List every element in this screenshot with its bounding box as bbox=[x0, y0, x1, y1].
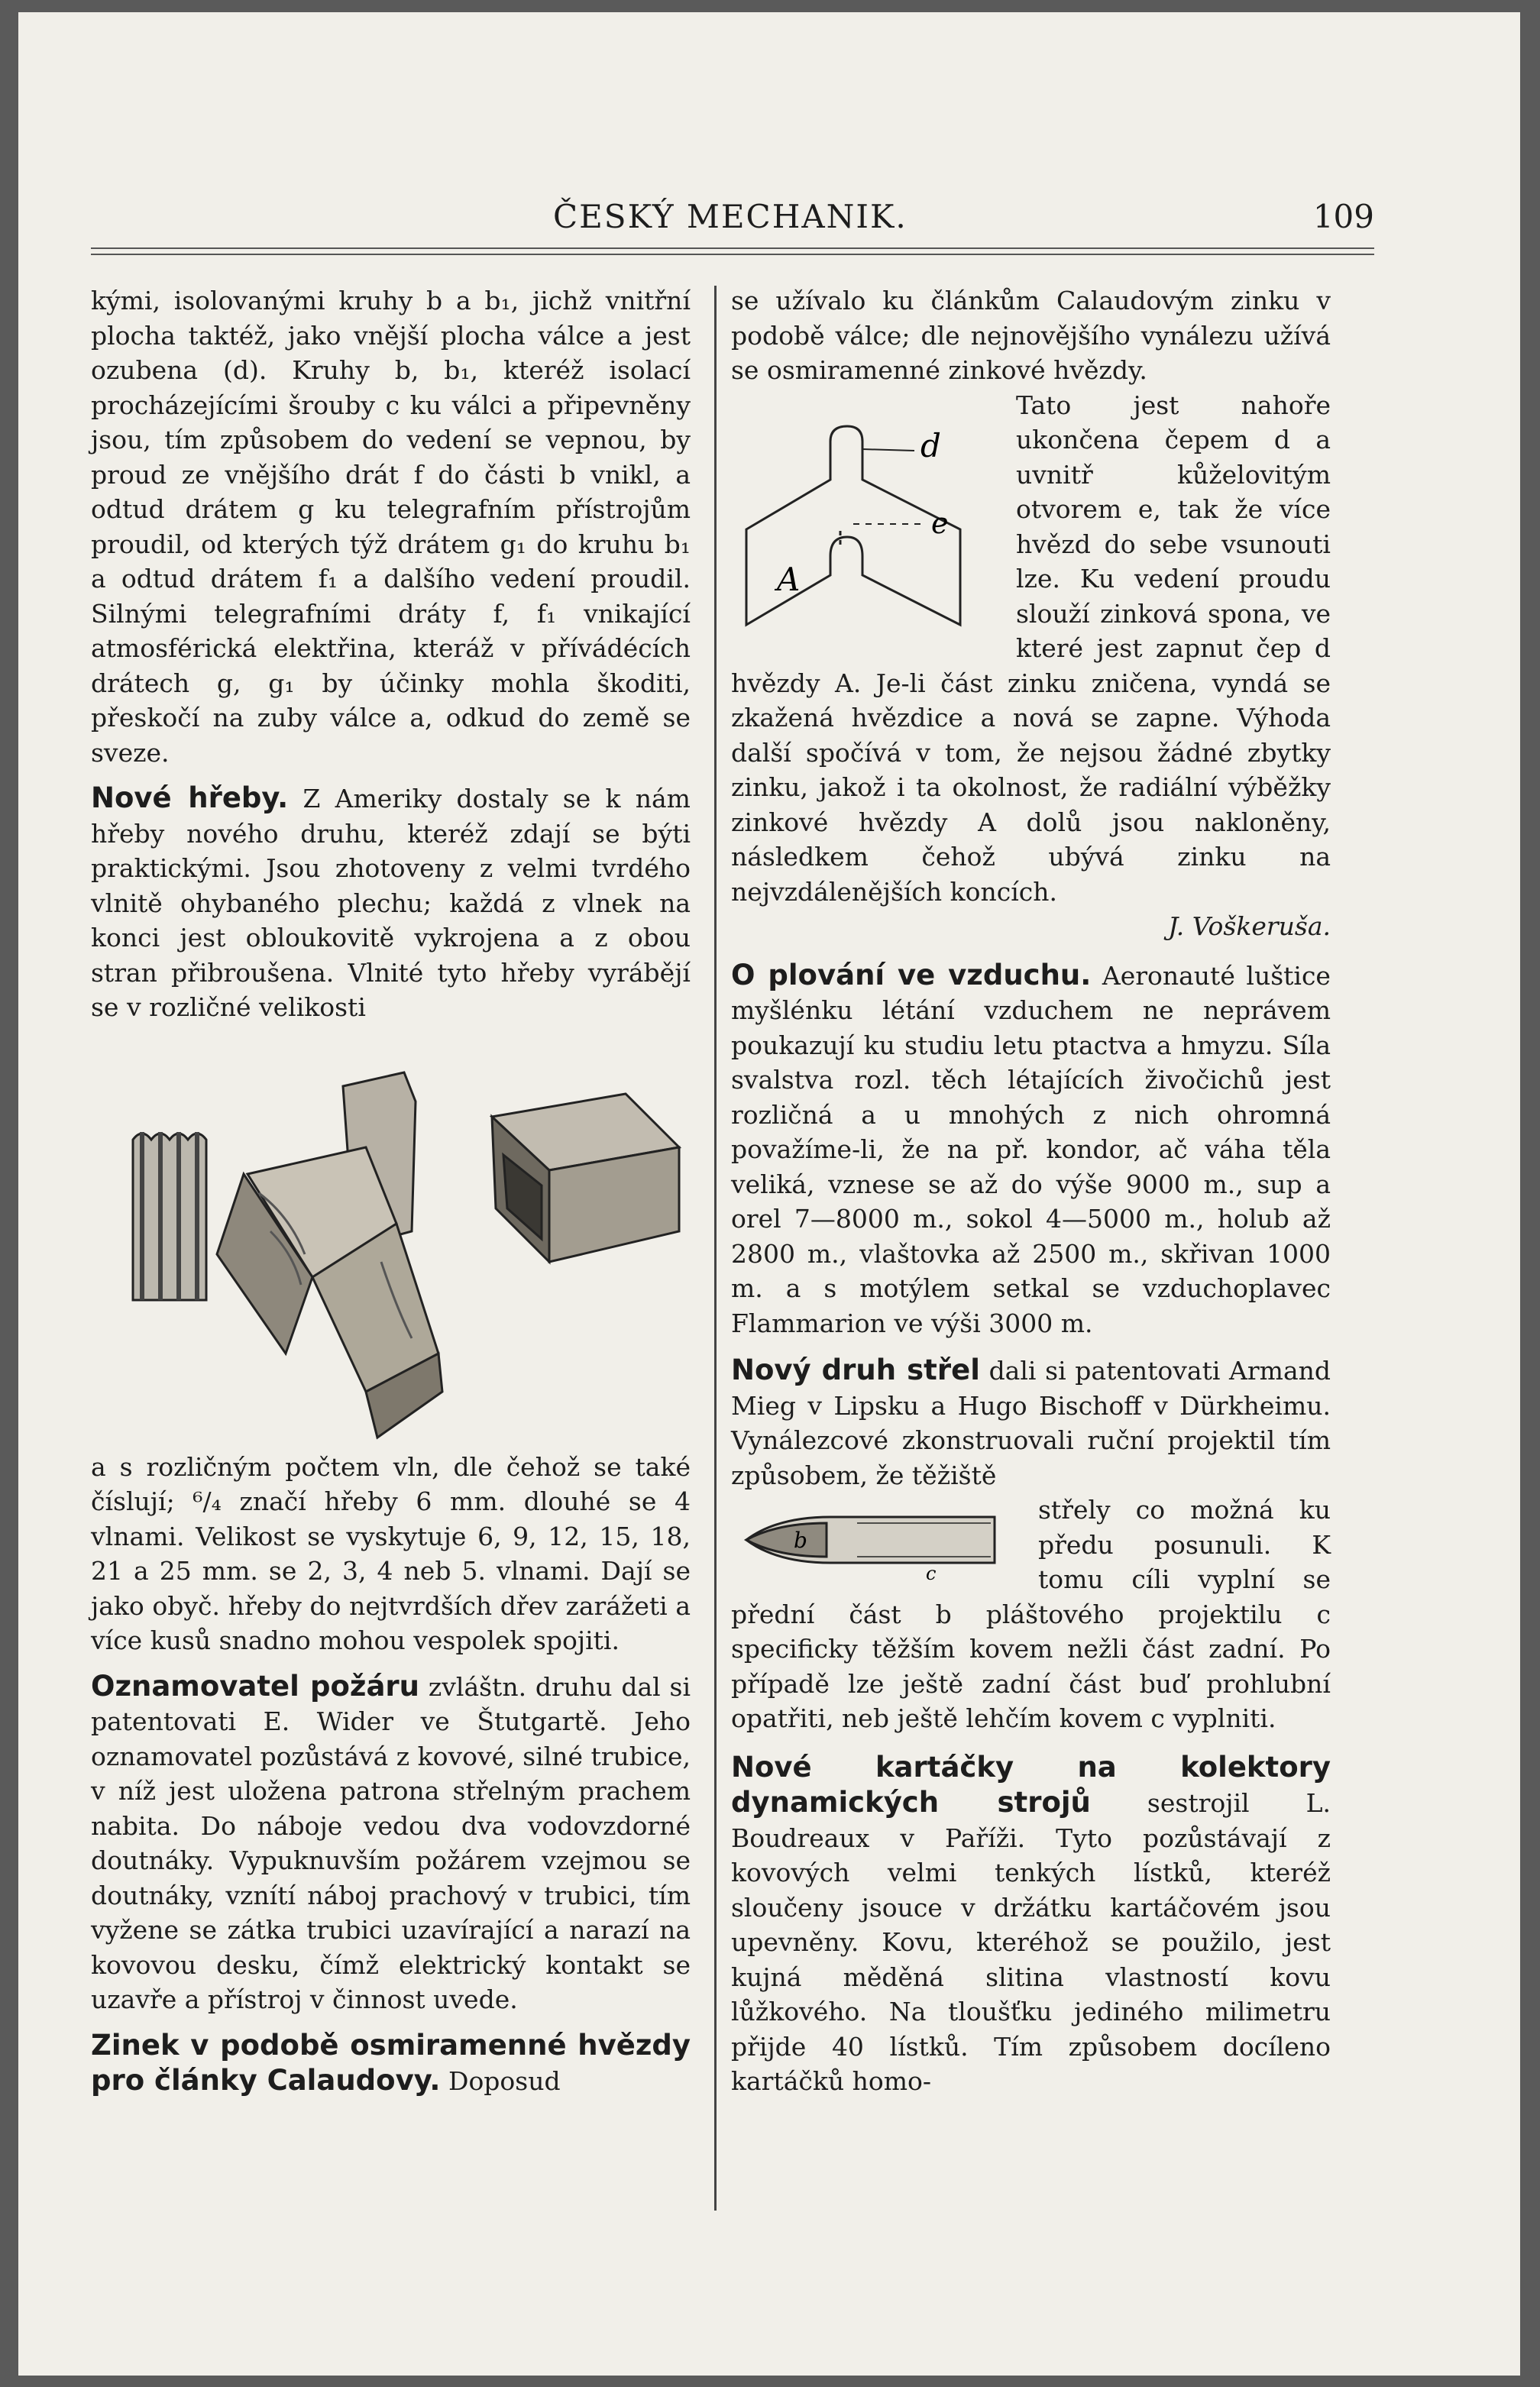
nails-continued-text: a s rozličným počtem vln, dle čehož se také číslují; ⁶/₄ značí hřeby 6 mm. dlouhé se 4 vlnami. Velikost se vyskytuje 6, 9, 12, 15, 18, 21 a 25 mm. se 2, 3, 4 neb 5. vlnami. Dají se jako obyč. hřeby do nejtvrdších dřev zarážeti a více kusů snadno mohou vespolek spojiti. bbox=[91, 1451, 691, 1655]
zinc-author-signature: J. Voškeruša. bbox=[1168, 911, 1331, 941]
intro-paragraph: kými, isolovanými kruhy b a b₁, jichž vnitřní plocha taktéž, jako vnější plocha válce a jest ozubena (d). Kruhy b, b₁, kteréž isolací procházejícími šrouby c ku válci a připevněny jsou, tím způsobem do vedení se vepnou, by proud ze vnějšího drát f do části b vnikl, a odtud drátem g ku telegrafním přístrojům proudil, od kterých týž drátem g₁ do kruhu b₁ a odtud drátem f₁ a dalšího vedení proudil. Silnými telegrafními dráty f, f₁ vnikající atmosférická elektřina, kteráž v přívádécích drátech g, g₁ by účinky mohla škoditi, přeskočí na zuby válce a, odkud do země se sveze. bbox=[91, 286, 691, 768]
nails-article bbox=[91, 781, 691, 1025]
flight-text: Aeronauté luštice myšlénku létání vzduchem ne neprávem poukazují ku studiu letu ptactva a hmyzu. Síla svalstva rozl. těch létajících živočichů jest rozličná a u mnohých z nich ohromná považíme-li, že na př. kondor, ač váha těla veliká, vznese se až do výše 9000 m., sup a orel 7—8000 m., sokol 4—5000 m., holub až 2800 m., vlaštovka až 2500 m., skřivan 1000 m. a s motýlem setkal se vzduchoplavec Flammarion ve výši 3000 m. bbox=[731, 960, 1331, 1338]
bullet-diagram bbox=[731, 1496, 1021, 1583]
page-number: 109 bbox=[1312, 198, 1374, 235]
label-b: b bbox=[794, 1528, 807, 1553]
nails-heading: Nové hřeby. bbox=[91, 781, 289, 814]
left-column bbox=[91, 283, 691, 2099]
right-column bbox=[731, 283, 1331, 2099]
zinc-text-2: Tato jest nahoře ukončena čepem d a uvnitř kůželovitým otvorem e, tak že více hvězd do sebe vsunouti lze. Ku vedení proudu slouží zinková spona, ve které jest zapnut čep d hvězdy A. Je-li část zinku zničena, vyndá se zkažená hvězdice a nová se zapne. Výhoda další spočívá v tom, že nejsou žádné zbytky zinku, jakož i ta okolnost, že radiální výběžky zinkové hvězdy A dolů jsou nakloněny, následkem čehož ubývá zinku na nejvzdálenějších koncích. bbox=[731, 390, 1331, 907]
flight-heading: O plování ve vzduchu. bbox=[731, 958, 1092, 991]
fire-alarm-text: zvláštn. druhu dal si patentovati E. Wider ve Štutgartě. Jeho oznamovatel pozůstává z kovové, silné trubice, v níž jest uložena patrona střelným prachem nabita. Do náboje vedou dva vodovzdorné doutnáky. Vypuknuvším požárem vzejmou se doutnáky, vznítí náboj prachový v trubici, tím vyžene se zátka trubici uzavírající a narazí na kovovou desku, čímž elektrický kontakt se uzavře a přístroj v činnost uvede. bbox=[91, 1671, 691, 2014]
flight-article bbox=[731, 958, 1331, 1341]
corrugated-nail-icon bbox=[133, 1132, 206, 1300]
bullet-article bbox=[731, 1353, 1331, 1493]
bullet-text-1: dali si patentovati Armand Mieg v Lipsku a Hugo Bischoff v Dürkheimu. Vynálezcové zkonstruovali ruční projektil tím způsobem, že těžiště bbox=[731, 1356, 1331, 1490]
label-d: d bbox=[920, 426, 941, 464]
wood-joint-icon bbox=[217, 1072, 442, 1438]
column-divider bbox=[714, 286, 717, 2211]
zinc-lead-text: Doposud bbox=[448, 2066, 561, 2096]
bullet-heading: Nový druh střel bbox=[731, 1354, 980, 1386]
brush-heading: Nové kartáčky na kolektory dynamických strojů bbox=[731, 1750, 1331, 1819]
header-rule-bottom bbox=[91, 254, 1374, 255]
zinc-star-diagram bbox=[731, 388, 995, 655]
fire-alarm-article bbox=[91, 1669, 691, 2017]
journal-title: ČESKÝ MECHANIK. bbox=[553, 198, 907, 235]
brush-article bbox=[731, 1750, 1331, 2099]
wood-block-icon bbox=[492, 1094, 679, 1262]
scanned-page bbox=[18, 12, 1520, 2376]
label-e: e bbox=[931, 506, 949, 540]
label-A: A bbox=[777, 560, 801, 598]
zinc-article-start bbox=[91, 2028, 691, 2099]
running-header bbox=[91, 184, 1374, 238]
fire-alarm-heading: Oznamovatel požáru bbox=[91, 1669, 420, 1703]
bullet-text-2: střely co možná ku předu posunuli. K tomu cíli vyplní se přední část b pláštového projektilu c specificky těžším kovem nežli část zadní. Po případě lze ještě zadní část buď prohlubní opatřiti, neb ještě lehčím kovem c vyplniti. bbox=[731, 1495, 1331, 1733]
brush-text: sestrojil L. Boudreaux v Paříži. Tyto pozůstávají z kovových velmi tenkých lístků, kteréž sloučeny jsouce v držátku kartáčovém jsou upevněny. Kovu, kteréhož se použilo, jest kujná měděná slitina vlastností kovu lůžkového. Na tloušťku jediného milimetru přijde 40 lístků. Tím způsobem docíleno kartáčků homo- bbox=[731, 1788, 1331, 2096]
zinc-text-1: se užívalo ku článkům Calaudovým zinku v podobě válce; dle nejnovějšího vynálezu užívá se osmiramenné zinkové hvězdy. bbox=[731, 286, 1331, 385]
header-rule-top bbox=[91, 247, 1374, 249]
label-c: c bbox=[926, 1563, 937, 1583]
nails-text: Z Ameriky dostaly se k nám hřeby nového druhu, kteréž zdají se býti praktickými. Jsou zhotoveny z velmi tvrdého vlnitě ohybaného plechu; každá z vlnek na konci jest obloukovitě vykrojena a z obou stran přibroušena. Vlnité tyto hřeby vyrábějí se v rozličné velikosti bbox=[91, 784, 691, 1022]
nails-illustration bbox=[91, 1033, 691, 1445]
zinc-heading: Zinek v podobě osmiramenné hvězdy pro články Calaudovy. bbox=[91, 2028, 691, 2097]
